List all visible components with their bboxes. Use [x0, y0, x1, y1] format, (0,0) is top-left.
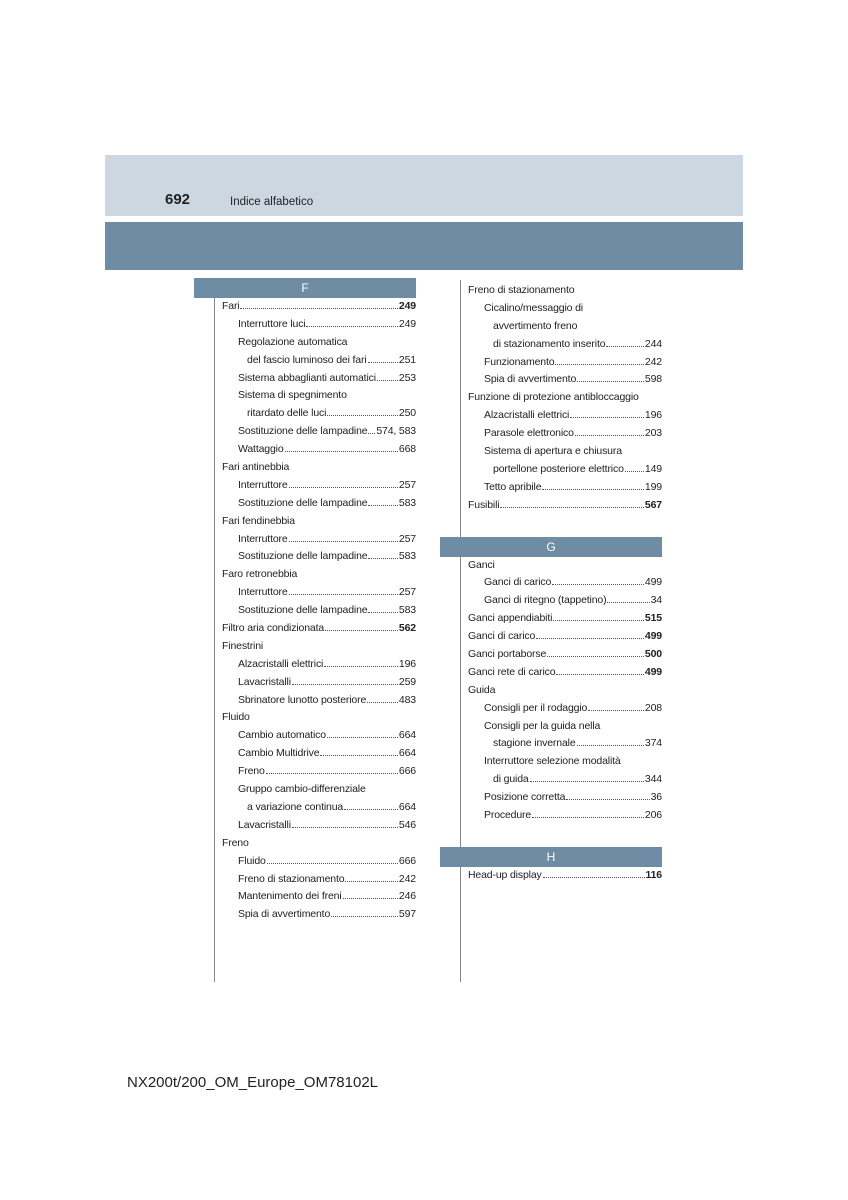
- entry-page: 500: [644, 648, 662, 661]
- entry-term: Alzacristalli elettrici: [484, 409, 570, 422]
- dot-leader: [289, 541, 398, 542]
- entry-page: 666: [398, 854, 416, 867]
- entry-term: Funzione di protezione antibloccaggio: [468, 391, 639, 404]
- index-entry: [222, 674, 416, 692]
- entry-page: 499: [644, 630, 662, 643]
- dot-leader: [552, 584, 644, 585]
- entry-term: Wattaggio: [238, 443, 284, 456]
- index-entry: [468, 771, 662, 789]
- index-entry: [222, 441, 416, 459]
- index-entry: [222, 888, 416, 906]
- entry-term: Interruttore: [238, 586, 288, 599]
- letter-heading-g: G: [440, 537, 662, 557]
- index-entry: [468, 336, 662, 354]
- entry-term: Tetto apribile: [484, 480, 542, 493]
- index-entry: [222, 423, 416, 441]
- entry-page: 583: [398, 496, 416, 509]
- entry-page: 34: [650, 594, 662, 607]
- index-entry: [222, 638, 416, 656]
- entry-term: Interruttore: [238, 478, 288, 491]
- dot-leader: [532, 817, 644, 818]
- dot-leader: [542, 489, 643, 490]
- index-entry: [468, 282, 662, 300]
- entry-page: 567: [644, 498, 662, 511]
- dot-leader: [377, 380, 398, 381]
- index-entry: [222, 352, 416, 370]
- dot-leader: [556, 674, 643, 675]
- entry-term: Spia di avvertimento: [484, 373, 577, 386]
- entry-page: 597: [398, 908, 416, 921]
- entry-page: 664: [398, 747, 416, 760]
- entry-term: Sbrinatore lunotto posteriore: [238, 693, 367, 706]
- entry-term: Sostituzione delle lampadine: [238, 550, 368, 563]
- entry-page: 574, 583: [376, 425, 416, 438]
- dot-leader: [324, 666, 398, 667]
- page-number: 692: [165, 191, 191, 208]
- index-entry: [468, 557, 662, 575]
- entry-page: 374: [644, 737, 662, 750]
- entry-term: Ganci di carico: [484, 576, 552, 589]
- entry-term: Finestrini: [222, 639, 264, 652]
- entry-term: Ganci portaborse: [468, 648, 547, 661]
- dot-leader: [368, 433, 375, 434]
- entry-page: 249: [398, 300, 416, 312]
- dot-leader: [500, 507, 643, 508]
- index-entry: [468, 389, 662, 407]
- index-entry: [468, 479, 662, 497]
- entry-page: 583: [398, 604, 416, 617]
- index-entry: [222, 853, 416, 871]
- entry-term: Cicalino/messaggio di: [484, 301, 583, 314]
- entry-page: 149: [644, 462, 662, 475]
- entry-page: 244: [644, 337, 662, 350]
- entry-term: Guida: [468, 683, 496, 696]
- entry-page: 203: [644, 427, 662, 440]
- entry-page: 206: [644, 809, 662, 822]
- dot-leader: [331, 916, 398, 917]
- entries-h: [440, 867, 662, 885]
- entry-page: 583: [398, 550, 416, 563]
- index-entry: [222, 799, 416, 817]
- entry-term: Cambio Multidrive: [238, 747, 320, 760]
- dot-leader: [266, 773, 398, 774]
- index-entry: [468, 425, 662, 443]
- entry-page: 257: [398, 478, 416, 491]
- dot-leader: [368, 362, 398, 363]
- entry-page: 242: [398, 872, 416, 885]
- entry-term: Lavacristalli: [238, 675, 291, 688]
- entry-page: 562: [398, 622, 416, 635]
- letter-heading-h: H: [440, 847, 662, 867]
- dot-leader: [577, 381, 644, 382]
- dot-leader: [570, 417, 644, 418]
- entry-page: 257: [398, 532, 416, 545]
- entry-page: 546: [398, 818, 416, 831]
- dot-leader: [606, 346, 644, 347]
- index-entry: [222, 513, 416, 531]
- dot-leader: [285, 451, 398, 452]
- index-entry: [222, 692, 416, 710]
- dot-leader: [625, 471, 644, 472]
- entry-term: portellone posteriore elettrico: [493, 462, 624, 475]
- index-column-left: [194, 278, 416, 924]
- index-entry: [222, 370, 416, 388]
- entries-f: [194, 298, 416, 924]
- entry-term: Freno di stazionamento: [468, 284, 575, 296]
- index-entry: [468, 497, 662, 515]
- index-entry: [222, 781, 416, 799]
- dot-leader: [292, 827, 398, 828]
- index-entry: [468, 443, 662, 461]
- entry-term: Ganci rete di carico: [468, 665, 556, 678]
- entry-page: 598: [644, 373, 662, 386]
- entry-term: Spia di avvertimento: [238, 908, 331, 921]
- letter-heading-f: F: [194, 278, 416, 298]
- dot-leader: [289, 594, 398, 595]
- entry-page: 246: [398, 890, 416, 903]
- entry-term: Freno di stazionamento: [238, 872, 345, 885]
- dot-leader: [607, 602, 649, 603]
- dot-leader: [553, 620, 644, 621]
- dot-leader: [588, 710, 644, 711]
- index-entry: [222, 709, 416, 727]
- index-entry: [468, 461, 662, 479]
- index-entry: [222, 906, 416, 924]
- entry-term: Ganci di carico: [468, 630, 536, 643]
- entry-term: Fluido: [238, 854, 266, 867]
- entry-term: Parasole elettronico: [484, 427, 574, 440]
- entry-page: 515: [644, 612, 662, 625]
- dot-leader: [547, 656, 644, 657]
- index-entry: [468, 646, 662, 664]
- index-entry: [222, 620, 416, 638]
- dot-leader: [367, 702, 398, 703]
- entry-term: Sistema abbaglianti automatici: [238, 371, 376, 384]
- entry-page: 257: [398, 586, 416, 599]
- dot-leader: [566, 799, 649, 800]
- dot-leader: [345, 881, 397, 882]
- index-entry: [222, 763, 416, 781]
- entry-page: 253: [398, 371, 416, 384]
- index-entry: [222, 727, 416, 745]
- index-entry: [468, 318, 662, 336]
- dot-leader: [325, 630, 398, 631]
- entry-term: Lavacristalli: [238, 818, 291, 831]
- entry-page: 251: [398, 353, 416, 366]
- entry-page: 250: [398, 407, 416, 420]
- entry-page: 499: [644, 665, 662, 678]
- entry-term: Sostituzione delle lampadine: [238, 604, 368, 617]
- footer-model-code: NX200t/200_OM_Europe_OM78102L: [127, 1074, 379, 1091]
- header-band: [105, 155, 743, 216]
- index-entry: [222, 477, 416, 495]
- dot-leader: [327, 737, 398, 738]
- index-entry: [468, 592, 662, 610]
- entry-page: 242: [644, 355, 662, 368]
- entry-term: Interruttore selezione modalità: [484, 755, 621, 768]
- dot-leader: [327, 415, 398, 416]
- entry-page: 208: [644, 701, 662, 714]
- entry-term: Alzacristalli elettrici: [238, 657, 324, 670]
- entry-term: del fascio luminoso dei fari: [247, 353, 367, 366]
- index-entry: [468, 718, 662, 736]
- index-entry: [468, 354, 662, 372]
- index-entry: [468, 753, 662, 771]
- entry-term: Faro retronebbia: [222, 568, 298, 581]
- entry-term: Freno: [238, 765, 265, 778]
- dot-leader: [368, 505, 397, 506]
- entry-term: ritardato delle luci: [247, 407, 327, 420]
- index-entry: [222, 459, 416, 477]
- index-entry: [468, 700, 662, 718]
- index-entry: [468, 610, 662, 628]
- index-entry: [222, 531, 416, 549]
- entry-page: 664: [398, 800, 416, 813]
- index-entry: [222, 298, 416, 316]
- dot-leader: [306, 326, 397, 327]
- entry-page: 259: [398, 675, 416, 688]
- index-entry: [468, 807, 662, 825]
- entries-g: [440, 557, 662, 825]
- entry-page: 483: [398, 693, 416, 706]
- entry-term: di stazionamento inserito: [493, 337, 606, 350]
- index-entry: [222, 602, 416, 620]
- entry-term: Procedure: [484, 809, 532, 822]
- entry-page: 196: [398, 657, 416, 670]
- entries-f-cont: [440, 282, 662, 515]
- index-entry: [222, 871, 416, 889]
- entry-term: Ganci: [468, 558, 495, 571]
- entry-term: Sistema di apertura e chiusura: [484, 445, 622, 458]
- dot-leader: [368, 612, 397, 613]
- entry-term: Fari: [222, 300, 240, 312]
- dot-leader: [267, 863, 398, 864]
- entry-term: Ganci appendiabiti: [468, 612, 553, 625]
- index-entry: [222, 745, 416, 763]
- index-entry: [468, 789, 662, 807]
- index-entry: [468, 628, 662, 646]
- index-entry: [468, 574, 662, 592]
- dot-leader: [320, 755, 397, 756]
- header-bar: [105, 222, 743, 270]
- section-title: Indice alfabetico: [230, 196, 314, 208]
- index-entry: [222, 316, 416, 334]
- dot-leader: [555, 364, 643, 365]
- index-entry: [468, 867, 662, 885]
- index-entry: [468, 300, 662, 318]
- dot-leader: [343, 898, 398, 899]
- entry-page: 199: [644, 480, 662, 493]
- entry-page: 344: [644, 773, 662, 786]
- entry-term: Filtro aria condizionata: [222, 622, 325, 635]
- index-entry: [468, 682, 662, 700]
- entry-page: 196: [644, 409, 662, 422]
- entry-term: avvertimento freno: [493, 319, 578, 332]
- dot-leader: [289, 487, 398, 488]
- dot-leader: [240, 308, 397, 309]
- entry-term: Fari antinebbia: [222, 461, 290, 474]
- dot-leader: [368, 558, 397, 559]
- entry-term: Fusibili: [468, 498, 500, 511]
- entry-page: 116: [645, 868, 662, 881]
- entry-term: Mantenimento dei freni: [238, 890, 342, 903]
- entry-term: Gruppo cambio-differenziale: [238, 783, 366, 796]
- dot-leader: [536, 638, 644, 639]
- index-entry: [222, 656, 416, 674]
- entry-term: Sostituzione delle lampadine: [238, 425, 368, 438]
- index-column-right: [440, 282, 662, 885]
- index-entry: [222, 566, 416, 584]
- dot-leader: [292, 684, 398, 685]
- entry-term: Interruttore: [238, 532, 288, 545]
- entry-term: Head-up display: [468, 868, 542, 881]
- entry-term: Freno: [222, 836, 249, 849]
- index-entry: [222, 495, 416, 513]
- entry-term: Ganci di ritegno (tappetino): [484, 594, 607, 607]
- dot-leader: [575, 435, 644, 436]
- dot-leader: [543, 877, 645, 878]
- dot-leader: [577, 745, 644, 746]
- entry-page: 499: [644, 576, 662, 589]
- entry-page: 666: [398, 765, 416, 778]
- index-entry: [468, 735, 662, 753]
- entry-term: Fari fendinebbia: [222, 514, 295, 527]
- index-entry: [468, 371, 662, 389]
- entry-page: 668: [398, 443, 416, 456]
- index-entry: [468, 664, 662, 682]
- dot-leader: [530, 781, 644, 782]
- dot-leader: [344, 809, 398, 810]
- entry-term: Sostituzione delle lampadine: [238, 496, 368, 509]
- entry-term: Consigli per il rodaggio: [484, 701, 588, 714]
- entry-term: Cambio automatico: [238, 729, 326, 742]
- index-entry: [222, 584, 416, 602]
- entry-term: Interruttore luci: [238, 317, 306, 330]
- entry-term: stagione invernale: [493, 737, 576, 750]
- entry-page: 664: [398, 729, 416, 742]
- entry-term: a variazione continua: [247, 800, 344, 813]
- index-entry: [222, 387, 416, 405]
- entry-term: Regolazione automatica: [238, 335, 348, 348]
- entry-term: Consigli per la guida nella: [484, 719, 601, 732]
- entry-term: Posizione corretta: [484, 791, 566, 804]
- entry-term: Funzionamento: [484, 355, 555, 368]
- entry-page: 36: [650, 791, 662, 804]
- entry-term: di guida: [493, 773, 529, 786]
- index-entry: [222, 548, 416, 566]
- entry-page: 249: [398, 317, 416, 330]
- entry-term: Sistema di spegnimento: [238, 389, 347, 402]
- index-entry: [222, 405, 416, 423]
- index-entry: [468, 407, 662, 425]
- entry-term: Fluido: [222, 711, 250, 724]
- index-entry: [222, 835, 416, 853]
- index-entry: [222, 334, 416, 352]
- index-entry: [222, 817, 416, 835]
